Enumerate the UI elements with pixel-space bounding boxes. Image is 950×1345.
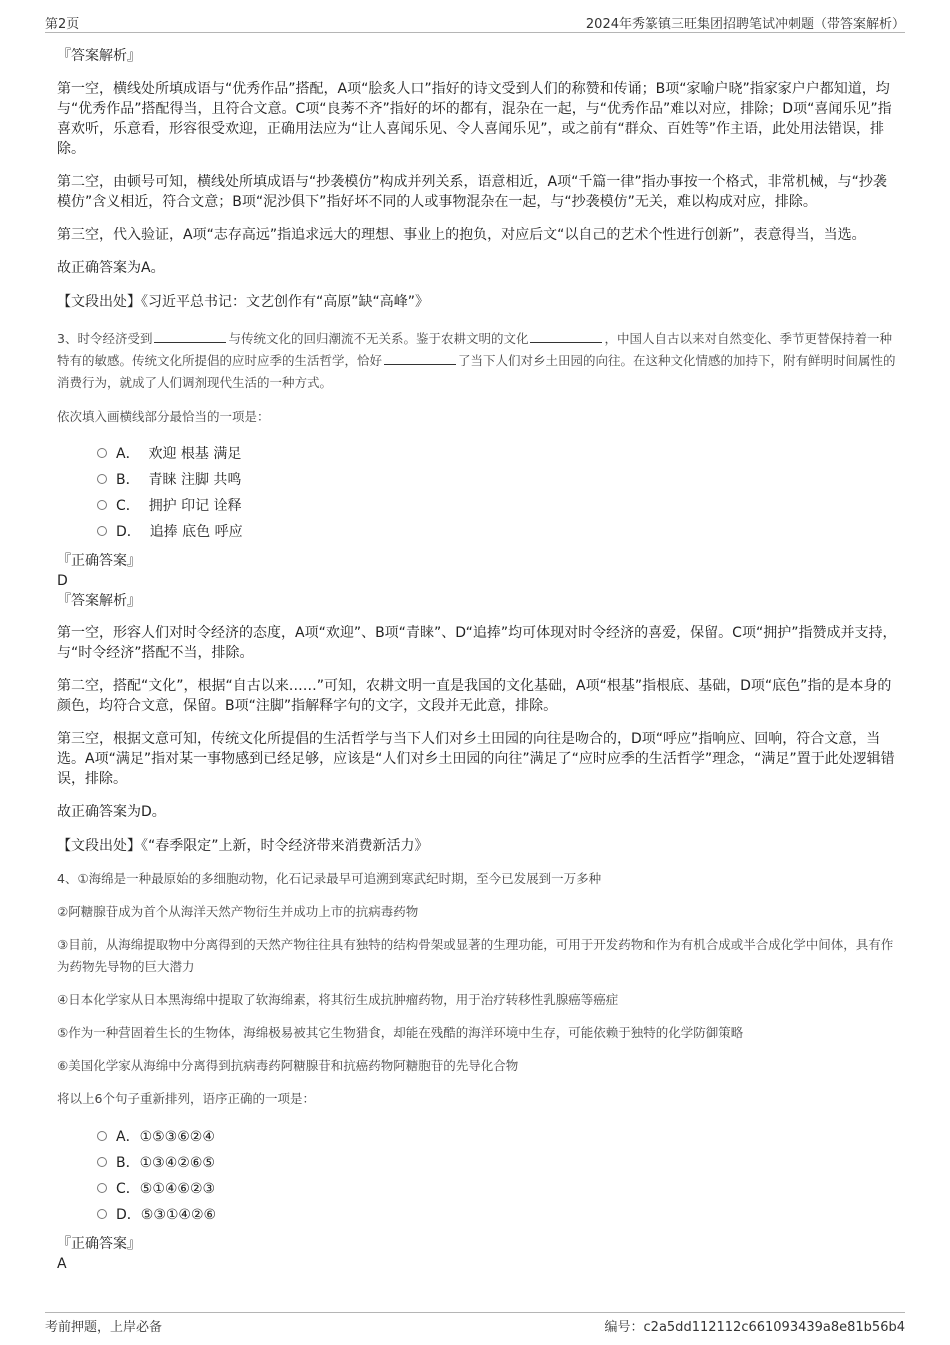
option-a[interactable] [97,441,897,467]
question-3-text [57,328,897,394]
option-label: D． [116,524,141,540]
analysis-paragraph: 第一空，横线处所填成语与“优秀作品”搭配，A项“脍炙人口”指好的诗文受到人们的称赞和传诵；B项“家喻户晓”指家家户户都知道，均与“优秀作品”搭配得当，且符合文意。C项“良莠不齐”指好的坏的都有，混杂在一起，与“优秀作品”难以对应，排除；D项“喜闻乐见”指喜欢听，乐意看，形容很受欢迎，正确用法应为“让人喜闻乐见、令人喜闻乐见”，或之前有“群众、百姓等”作主语，此处用法错误，排除。 [57,81,892,157]
radio-icon[interactable] [97,448,107,458]
option-d[interactable] [97,1202,897,1228]
option-label: B． [116,472,140,488]
question-4-sentence: 4、①海绵是一种最原始的多细胞动物，化石记录最早可追溯到寒武纪时期，至今已发展到一万多种 [57,871,602,886]
answer-heading: 『正确答案』 [57,553,141,569]
option-label: C． [116,498,140,514]
option-text: 追捧 底色 呼应 [149,524,243,540]
source-citation: 【文段出处】《“春季限定”上新，时令经济带来消费新活力》 [57,838,429,854]
question-4-sentence: ④日本化学家从日本黑海绵中提取了软海绵素，将其衍生成抗肿瘤药物，用于治疗转移性乳腺癌等癌症 [57,992,619,1007]
source-citation: 【文段出处】《习近平总书记：文艺创作有“高原”缺“高峰”》 [57,294,430,310]
radio-icon[interactable] [97,1157,107,1167]
analysis-paragraph: 第三空，根据文意可知，传统文化所提倡的生活哲学与当下人们对乡土田园的向往是吻合的，D项“呼应”指响应、回响，符合文意，当选。A项“满足”指对某一事物感到已经足够，应该是“人们对乡土田园的向往”满足了“应时应季的生活哲学”理念，“满足”置于此处逻辑错误，排除。 [57,731,895,787]
analysis-conclusion: 故正确答案为A。 [57,260,165,276]
radio-icon[interactable] [97,1183,107,1193]
document-title: 2024年秀篆镇三旺集团招聘笔试冲刺题（带答案解析） [585,17,905,32]
option-label: D． [116,1207,141,1223]
option-text: ①⑤③⑥②④ [139,1129,215,1145]
fill-blank [384,352,456,365]
radio-icon[interactable] [97,1131,107,1141]
answer-value: A [57,1256,67,1272]
analysis-paragraph: 第二空，由顿号可知，横线处所填成语与“抄袭模仿”构成并列关系，语意相近，A项“千篇一律”指办事按一个格式，非常机械，与“抄袭模仿”含义相近，符合文意；B项“泥沙俱下”指好坏不同的人或事物混杂在一起，与“抄袭模仿”无关，难以构成对应，排除。 [57,174,887,210]
question-4-sentence: ③目前，从海绵提取物中分离得到的天然产物往往具有独特的结构骨架或显著的生理功能，可用于开发药物和作为有机合成或半合成化学中间体，具有作为药物先导物的巨大潜力 [57,937,894,974]
option-label: A． [116,446,140,462]
question-3-options [97,441,897,545]
option-text: 拥护 印记 诠释 [148,498,242,514]
question-4-options [97,1124,897,1228]
radio-icon[interactable] [97,500,107,510]
page-footer [45,1312,905,1335]
analysis-paragraph: 第二空，搭配“文化”，根据“自古以来……”可知，农耕文明一直是我国的文化基础，A项“根基”指根底、基础，D项“底色”指的是本身的颜色，均符合文意，保留。B项“注脚”指解释字句的文字，文段并无此意，排除。 [57,678,892,714]
option-label: A． [116,1129,140,1145]
option-b[interactable] [97,467,897,493]
radio-icon[interactable] [97,474,107,484]
option-label: C． [116,1181,140,1197]
question-text: 了当下人们对乡土田园的向往。在这种文化情感的加持下，附有鲜明时间属性的消费行为，就成了人们调剂现代生活的一种方式。 [57,353,896,390]
analysis-paragraph: 第三空，代入验证，A项“志存高远”指追求远大的理想、事业上的抱负，对应后文“以自己的艺术个性进行创新”，表意得当，当选。 [57,227,866,243]
page-content [57,46,897,1274]
option-label: B． [116,1155,140,1171]
option-c[interactable] [97,1176,897,1202]
answer-value: D [57,573,68,589]
analysis-conclusion: 故正确答案为D。 [57,804,166,820]
option-c[interactable] [97,493,897,519]
question-4-sentence: ⑥美国化学家从海绵中分离得到抗病毒药阿糖腺苷和抗癌药物阿糖胞苷的先导化合物 [57,1058,519,1073]
page-header [45,12,905,33]
option-a[interactable] [97,1124,897,1150]
analysis-paragraph: 第一空，形容人们对时令经济的态度，A项“欢迎”、B项“青睐”、D“追捧”均可体现对时令经济的喜爱，保留。C项“拥护”指赞成并支持，与“时令经济”搭配不当，排除。 [57,625,897,661]
analysis-heading: 『答案解析』 [57,593,141,609]
question-3-prompt: 依次填入画横线部分最恰当的一项是： [57,409,270,424]
option-text: ⑤①④⑥②③ [139,1181,216,1197]
analysis-heading: 『答案解析』 [57,48,141,64]
fill-blank [530,330,602,343]
option-d[interactable] [97,519,897,545]
page-number: 第2页 [45,17,80,32]
option-text: ①③④②⑥⑤ [139,1155,215,1171]
question-text: ，中国人自古以来对自然变化、季节更替保持着一种特有的敏感。传统文化所提倡的应时应季的生活哲学，恰好 [57,331,892,368]
question-4-prompt: 将以上6个句子重新排列，语序正确的一项是： [57,1091,315,1106]
answer-heading: 『正确答案』 [57,1236,141,1252]
question-text: 3、时令经济受到 [57,331,153,346]
radio-icon[interactable] [97,526,107,536]
question-4-sentence: ⑤作为一种营固着生长的生物体，海绵极易被其它生物猎食，却能在残酷的海洋环境中生存，可能依赖于独特的化学防御策略 [57,1025,744,1040]
option-text: 欢迎 根基 满足 [148,446,242,462]
question-text: 与传统文化的回归潮流不无关系。鉴于农耕文明的文化 [228,331,529,346]
option-text: ⑤③①④②⑥ [140,1207,217,1223]
option-b[interactable] [97,1150,897,1176]
option-text: 青睐 注脚 共鸣 [148,472,242,488]
question-4-sentence: ②阿糖腺苷成为首个从海洋天然产物衍生并成功上市的抗病毒药物 [57,904,419,919]
document-id: 编号：c2a5dd112112c661093439a8e81b56b4 [604,1320,905,1335]
footer-slogan: 考前押题，上岸必备 [45,1320,163,1335]
fill-blank [154,330,226,343]
radio-icon[interactable] [97,1209,107,1219]
